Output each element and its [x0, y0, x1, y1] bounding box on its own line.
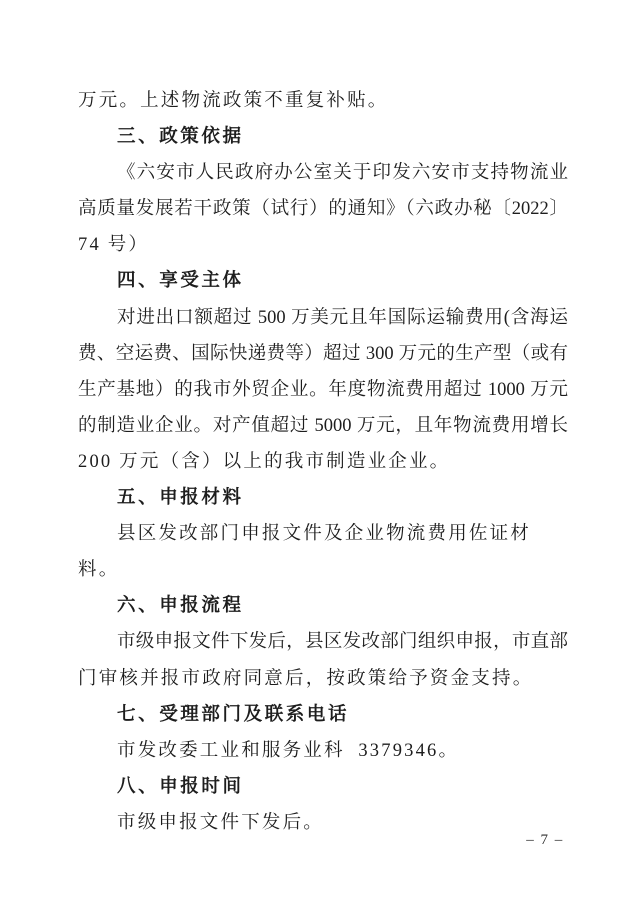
- section-4-paragraph-line: 生产基地）的我市外贸企业。年度物流费用超过 1000 万元: [78, 379, 568, 400]
- section-4-paragraph-line: 的制造业企业。对产值超过 5000 万元，且年物流费用增长: [78, 415, 568, 436]
- section-6-heading: 六、申报流程: [117, 596, 244, 617]
- page-number: – 7 –: [526, 832, 564, 848]
- section-5-heading: 五、申报材料: [117, 488, 244, 509]
- section-6-paragraph-line: 市级申报文件下发后，县区发改部门组织申报，市直部: [117, 632, 568, 653]
- section-4-paragraph-line: 费、空运费、国际快递费等）超过 300 万元的生产型（或有: [78, 343, 568, 364]
- section-7-heading: 七、受理部门及联系电话: [117, 704, 350, 725]
- carryover-paragraph-line: 万元。上述物流政策不重复补贴。: [78, 91, 389, 111]
- section-6-paragraph-line: 门审核并报市政府同意后，按政策给予资金支持。: [78, 668, 534, 689]
- section-4-paragraph-line: 200 万元（含）以上的我市制造业企业。: [78, 451, 451, 472]
- section-3-heading: 三、政策依据: [117, 127, 244, 148]
- section-5-paragraph-line: 县区发改部门申报文件及企业物流费用佐证材料。: [78, 524, 532, 581]
- section-8-paragraph-line: 市级申报文件下发后。: [117, 812, 325, 833]
- document-text-block: [78, 83, 568, 841]
- section-3-paragraph-line: 《六安市人民政府办公室关于印发六安市支持物流业: [117, 163, 568, 184]
- section-8-heading: 八、申报时间: [117, 776, 244, 797]
- section-4-paragraph-line: 对进出口额超过 500 万美元且年国际运输费用(含海运: [117, 307, 568, 328]
- section-7-paragraph-line: 市发改委工业和服务业科 3379346。: [117, 740, 460, 761]
- section-4-heading: 四、享受主体: [117, 271, 244, 292]
- section-3-paragraph-line: 74 号）: [78, 235, 150, 256]
- section-3-paragraph-line: 高质量发展若干政策（试行）的通知》（六政办秘〔2022〕: [78, 199, 568, 220]
